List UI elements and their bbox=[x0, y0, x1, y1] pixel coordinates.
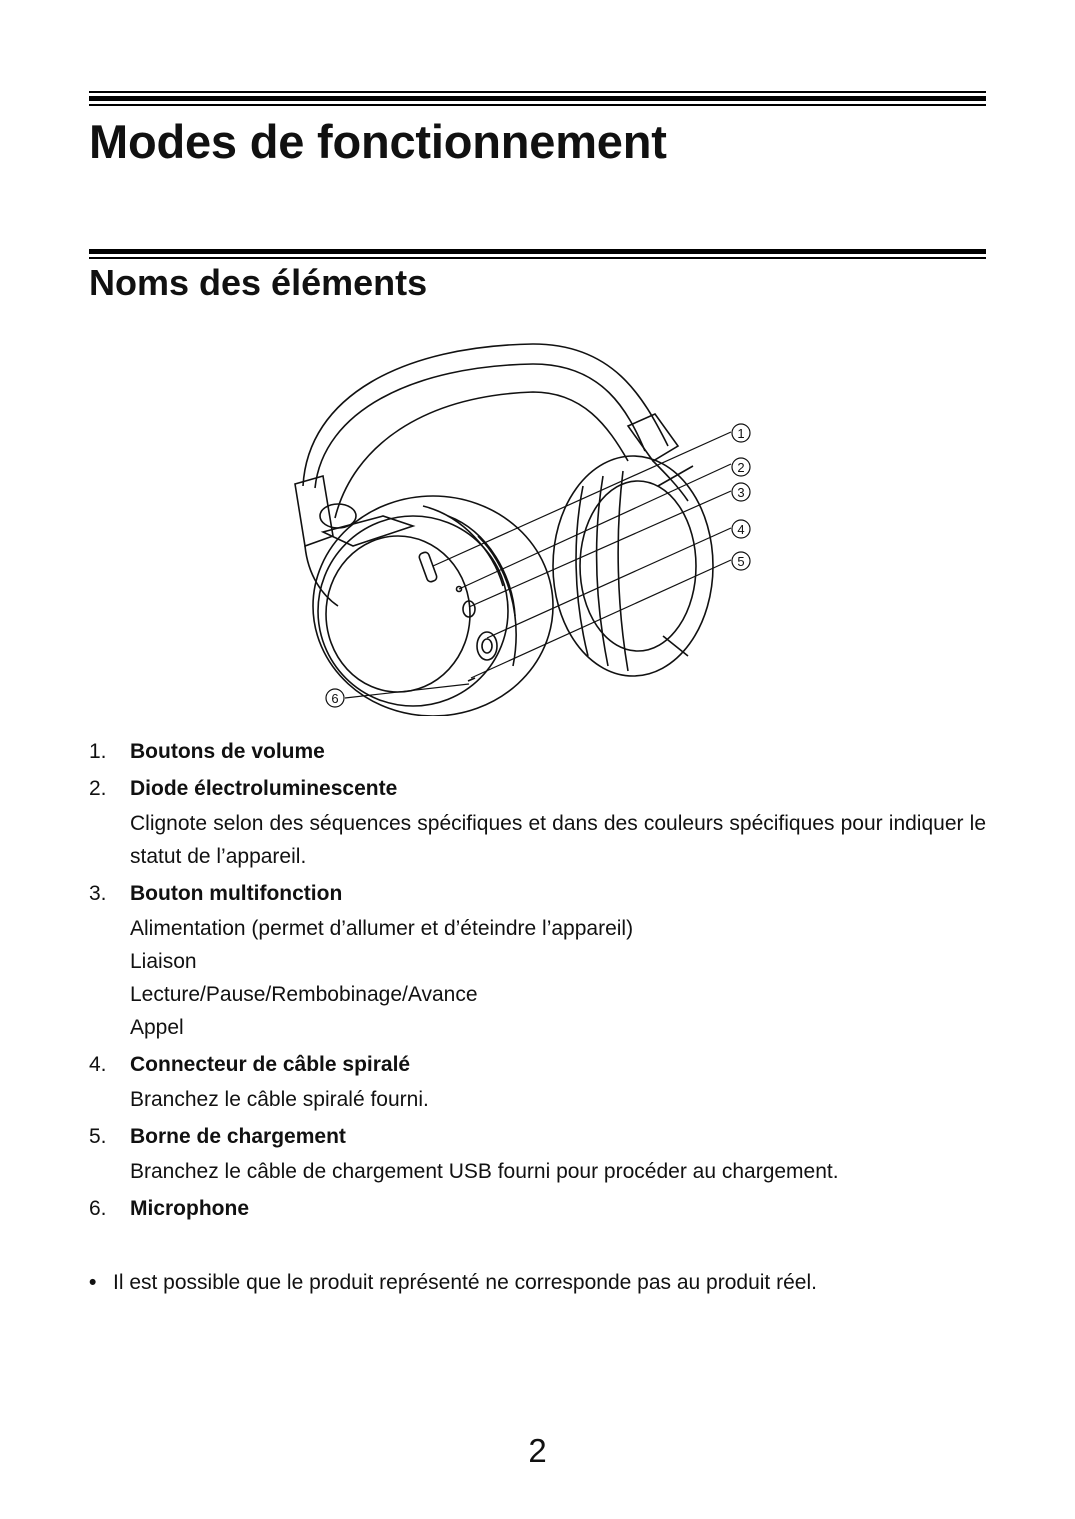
item-title: Diode électroluminescente bbox=[130, 777, 398, 800]
item-description: Branchez le câble spiralé fourni. bbox=[130, 1088, 429, 1111]
section-title: Noms des éléments bbox=[89, 262, 428, 303]
list-item bbox=[89, 1048, 986, 1116]
item-number: 2. bbox=[89, 777, 107, 800]
item-number: 6. bbox=[89, 1197, 107, 1220]
list-item bbox=[89, 877, 986, 1044]
item-description: Liaison bbox=[130, 950, 197, 973]
disclaimer-note bbox=[89, 1266, 817, 1299]
top-rule bbox=[89, 91, 986, 93]
parts-list bbox=[89, 735, 986, 1229]
callout-5: 5 bbox=[737, 554, 745, 569]
item-title: Boutons de volume bbox=[130, 740, 325, 763]
list-item bbox=[89, 772, 986, 873]
page-number: 2 bbox=[528, 1432, 547, 1469]
item-description: Clignote selon des séquences spécifiques et dans des couleurs spécifiques pour indiquer le statut de l’appareil. bbox=[130, 812, 986, 868]
section-rule bbox=[89, 249, 986, 254]
bullet-icon: • bbox=[89, 1271, 97, 1294]
top-rule bbox=[89, 96, 986, 101]
list-item bbox=[89, 1120, 986, 1188]
callout-3: 3 bbox=[737, 485, 745, 500]
callout-6: 6 bbox=[331, 691, 339, 706]
item-description: Lecture/Pause/Rembobinage/Avance bbox=[130, 983, 478, 1006]
list-item bbox=[89, 735, 986, 768]
headphone-illustration bbox=[283, 336, 773, 716]
item-number: 4. bbox=[89, 1053, 107, 1076]
note-text: Il est possible que le produit représenté ne corresponde pas au produit réel. bbox=[113, 1271, 817, 1294]
item-title: Bouton multifonction bbox=[130, 882, 343, 905]
callout-1: 1 bbox=[737, 426, 745, 441]
item-description: Branchez le câble de chargement USB fourni pour procéder au chargement. bbox=[130, 1160, 839, 1183]
section-rule bbox=[89, 257, 986, 259]
callout-4: 4 bbox=[737, 522, 745, 537]
item-title: Borne de chargement bbox=[130, 1125, 346, 1148]
item-number: 3. bbox=[89, 882, 107, 905]
page-title: Modes de fonctionnement bbox=[89, 115, 667, 168]
item-title: Connecteur de câble spiralé bbox=[130, 1053, 411, 1076]
item-number: 5. bbox=[89, 1125, 107, 1148]
item-description: Alimentation (permet d’allumer et d’éteindre l’appareil) bbox=[130, 917, 634, 940]
item-number: 1. bbox=[89, 740, 107, 763]
item-description: Appel bbox=[130, 1016, 184, 1039]
list-item bbox=[89, 1192, 986, 1225]
callout-2: 2 bbox=[737, 460, 745, 475]
top-rule bbox=[89, 104, 986, 106]
item-title: Microphone bbox=[130, 1197, 249, 1220]
